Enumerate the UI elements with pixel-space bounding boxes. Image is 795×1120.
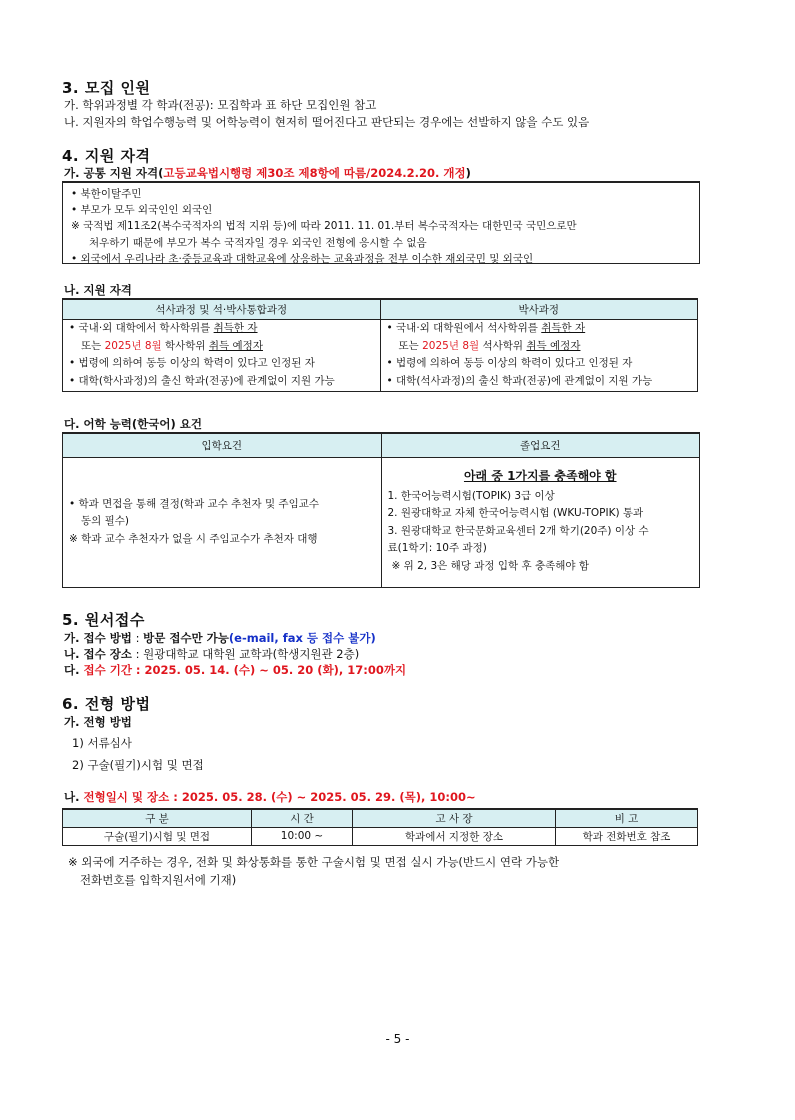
doctor-line-4: • 대학(석사과정)의 출신 학과(전공)에 관계없이 지원 가능 (386, 374, 653, 387)
language-title: 다. 어학 능력(한국어) 요건 (64, 417, 202, 431)
common-qualification-heading (64, 165, 471, 181)
master-line-2-text-b: 학사학위 (161, 339, 209, 352)
master-line-3: • 법령에 의하여 동등 이상의 학력이 있다고 인정된 자 (69, 357, 315, 369)
common-qualification-label: 가. 공통 지원 자격( (64, 166, 164, 180)
exam-schedule-heading (64, 789, 476, 805)
application-period (64, 662, 406, 678)
section-5-title: 5. 원서접수 (62, 611, 145, 629)
graduation-cell (381, 457, 700, 587)
separator: : (131, 631, 144, 645)
selection-step: 1) 서류심사 (72, 736, 132, 750)
common-qualification-box (62, 181, 700, 264)
section-3-line-na: 나. 지원자의 학업수행능력 및 어학능력이 현저히 떨어진다고 판단되는 경우에는 선발하지 않을 수도 있음 (64, 115, 590, 129)
graduation-note: ※ 위 2, 3은 해당 과정 입학 후 충족해야 함 (391, 559, 590, 572)
language-table (62, 432, 700, 588)
selection-step: 2) 구술(필기)시험 및 면접 (72, 758, 204, 772)
exam-table (62, 808, 698, 846)
application-place (64, 646, 359, 662)
admission-note: ※ 학과 교수 추천자가 없을 시 주임교수가 추천자 대행 (69, 532, 318, 545)
application-method-label: 가. 접수 방법 (64, 631, 132, 645)
section-6-title: 6. 전형 방법 (62, 695, 151, 713)
graduation-requirement-title: 아래 중 1가지를 충족해야 함 (463, 468, 617, 483)
master-header: 석사과정 및 석·박사통합과정 (63, 299, 381, 319)
exam-cell-time: 10:00 ~ (252, 827, 353, 845)
section-4-title: 4. 지원 자격 (62, 147, 151, 165)
common-note-cont: 처우하기 때문에 부모가 복수 국적자일 경우 외국인 전형에 응시할 수 없음 (89, 236, 427, 249)
exam-cell-remark: 학과 전화번호 참조 (556, 827, 698, 845)
graduation-line: 료(1학기: 10주 과정) (387, 542, 487, 554)
master-line-1-underline: 취득한 자 (213, 322, 258, 334)
application-method-value: 방문 접수만 가능 (143, 631, 229, 645)
overseas-note: ※ 외국에 거주하는 경우, 전화 및 화상통화를 통한 구술시험 및 면접 실시 가능(반드시 연락 가능한 (68, 855, 560, 869)
exam-schedule-label: 나. (64, 790, 84, 804)
section-3-title: 3. 모집 인원 (62, 79, 151, 97)
common-item: • 외국에서 우리나라 초·중등교육과 대학교육에 상응하는 교육과정을 전부 이수한 재외국민 및 외국인 (71, 253, 534, 265)
admission-header: 입학요건 (63, 433, 382, 457)
doctor-line-2-underline: 취득 예정자 (526, 339, 581, 352)
doctor-line-2-text: 또는 (398, 339, 423, 352)
doctor-header: 박사과정 (380, 299, 698, 319)
exam-header-time: 시 간 (252, 809, 353, 827)
application-period-value: 접수 기간 : 2025. 05. 14. (수) ~ 05. 20 (화), 17:00까지 (83, 663, 407, 677)
admission-line: • 학과 면접을 통해 결정(학과 교수 추천자 및 주임교수 (69, 497, 319, 510)
graduation-line: 3. 원광대학교 한국문화교육센터 2개 학기(20주) 이상 수 (387, 524, 649, 537)
doctor-line-2-text-b: 석사학위 (479, 339, 527, 352)
master-line-4: • 대학(학사과정)의 출신 학과(전공)에 관계없이 지원 가능 (69, 374, 335, 387)
doctor-line-1 (387, 320, 692, 338)
admission-line: 동의 필수) (81, 515, 130, 528)
doctor-line-3: • 법령에 의하여 동등 이상의 학력이 있다고 인정된 자 (386, 357, 633, 369)
application-method (64, 630, 376, 646)
section-3-line-ga: 가. 학위과정별 각 학과(전공): 모집학과 표 하단 모집인원 참고 (64, 98, 377, 112)
common-item: • 부모가 모두 외국인인 외국인 (71, 203, 213, 216)
master-line-1 (69, 320, 374, 338)
graduation-line: 1. 한국어능력시험(TOPIK) 3급 이상 (387, 489, 555, 502)
master-line-1-text: • 국내·외 대학에서 학사학위를 (69, 322, 214, 334)
admission-cell (63, 457, 382, 587)
exam-cell-category: 구술(필기)시험 및 면접 (63, 827, 252, 845)
master-line-2-text: 또는 (81, 339, 105, 352)
doctor-line-1-text: • 국내·외 대학원에서 석사학위를 (386, 322, 542, 334)
master-line-2-underline: 취득 예정자 (208, 339, 263, 352)
exam-header-category: 구 분 (63, 809, 252, 827)
overseas-note-cont: 전화번호를 입학지원서에 기재) (80, 873, 237, 887)
exam-header-remark: 비 고 (556, 809, 698, 827)
qualification-na-title: 나. 지원 자격 (64, 283, 132, 297)
common-note: ※ 국적법 제11조2(복수국적자의 법적 지위 등)에 따라 2011. 11. 01.부터 복수국적자는 대한민국 국민으로만 (71, 220, 577, 232)
exam-cell-place: 학과에서 지정한 장소 (353, 827, 556, 845)
common-qualification-law: 고등교육법시행령 제30조 제8항에 따름/2024.2.20. 개정 (163, 166, 466, 180)
exam-header-place: 고 사 장 (353, 809, 556, 827)
application-period-label: 다. (64, 663, 84, 677)
master-cell (63, 319, 381, 391)
application-place-value: 원광대학교 대학원 교학과(학생지원관 2층) (143, 647, 360, 661)
application-place-label: 나. 접수 장소 (64, 647, 132, 661)
master-line-2 (69, 338, 374, 356)
selection-method-title: 가. 전형 방법 (64, 715, 132, 729)
common-item: • 북한이탈주민 (71, 188, 142, 200)
exam-schedule-value: 전형일시 및 장소 : 2025. 05. 28. (수) ~ 2025. 05. 29. (목), 10:00~ (83, 790, 476, 804)
doctor-line-1-underline: 취득한 자 (541, 322, 586, 334)
doctor-line-2-date: 2025년 8월 (422, 339, 480, 352)
separator: : (131, 647, 144, 661)
page-number: - 5 - (385, 1032, 410, 1046)
graduation-header: 졸업요건 (381, 433, 700, 457)
doctor-line-2 (387, 338, 692, 356)
master-line-2-date: 2025년 8월 (104, 339, 162, 352)
qualification-table (62, 298, 698, 392)
application-method-note: (e-mail, fax 등 접수 불가) (228, 631, 376, 645)
graduation-line: 2. 원광대학교 자체 한국어능력시험 (WKU-TOPIK) 통과 (387, 507, 644, 519)
doctor-cell (380, 319, 698, 391)
common-qualification-close: ) (465, 166, 471, 180)
